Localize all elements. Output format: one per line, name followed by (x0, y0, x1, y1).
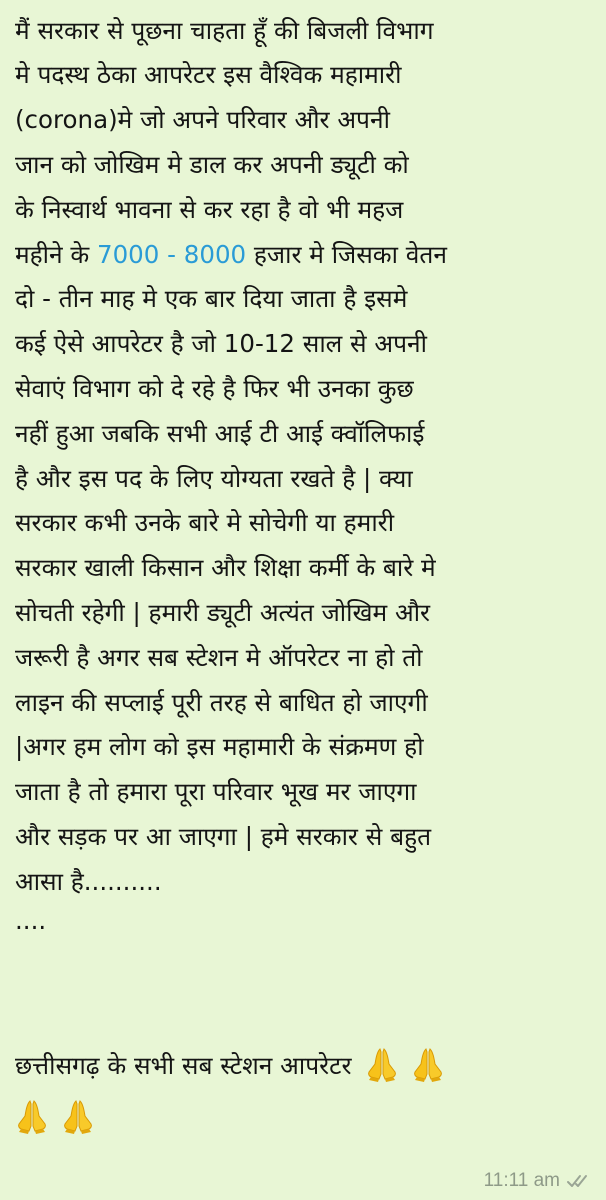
message-line: जाता है तो हमारा पूरा परिवार भूख मर जाएगा (15, 777, 417, 806)
message-line: है और इस पद के लिए योग्यता रखते है | क्या (15, 464, 413, 493)
message-meta (484, 1170, 592, 1192)
message-line: के निस्वार्थ भावना से कर रहा है वो भी महज (15, 195, 404, 224)
phone-number-link[interactable]: 7000 - 8000 (97, 240, 247, 269)
message-text: महीने के (15, 240, 97, 269)
message-line: आसा है.......... (15, 867, 162, 896)
message-timestamp: 11:11 am (483, 1170, 560, 1191)
message-line: जरूरी है अगर सब स्टेशन मे ऑपरेटर ना हो तो (15, 643, 423, 672)
message-line: मैं सरकार से पूछना चाहता हूँ की बिजली विभाग (15, 16, 434, 45)
message-line: कई ऐसे आपरेटर है जो 10-12 साल से अपनी (15, 329, 427, 358)
message-text: हजार मे जिसका वेतन (246, 240, 447, 269)
double-check-icon (566, 1172, 592, 1190)
message-line: जान को जोखिम मे डाल कर अपनी ड्यूटी को (15, 150, 409, 179)
signature-text: छत्तीसगढ़ के सभी सब स्टेशन आपरेटर (15, 1051, 352, 1080)
message-line (15, 240, 605, 270)
message-line: मे पदस्थ ठेका आपरेटर इस वैश्विक महामारी (15, 60, 402, 89)
signature-line (15, 1046, 605, 1082)
folded-hands-icon (15, 1098, 49, 1134)
message-line: सेवाएं विभाग को दे रहे है फिर भी उनका कुछ (15, 374, 414, 403)
message-line: सरकार खाली किसान और शिक्षा कर्मी के बारे मे (15, 553, 436, 582)
folded-hands-icon (411, 1046, 445, 1082)
message-line: दो - तीन माह मे एक बार दिया जाता है इसमे (15, 284, 408, 313)
message-line: (corona)मे जो अपने परिवार और अपनी (15, 105, 390, 134)
message-line: और सड़क पर आ जाएगा | हमे सरकार से बहुत (15, 822, 432, 851)
message-line: .... (15, 906, 47, 935)
message-line: सोचती रहेगी | हमारी ड्यूटी अत्यंत जोखिम और (15, 598, 431, 627)
message-line: |अगर हम लोग को इस महामारी के संक्रमण हो (15, 732, 424, 761)
emoji-line (15, 1098, 605, 1134)
folded-hands-icon (365, 1046, 399, 1082)
message-line: सरकार कभी उनके बारे मे सोचेगी या हमारी (15, 508, 395, 537)
message-line: लाइन की सप्लाई पूरी तरह से बाधित हो जाएगी (15, 688, 428, 717)
message-line: नहीं हुआ जबकि सभी आई टी आई क्वॉलिफाई (15, 419, 425, 448)
folded-hands-icon (61, 1098, 95, 1134)
